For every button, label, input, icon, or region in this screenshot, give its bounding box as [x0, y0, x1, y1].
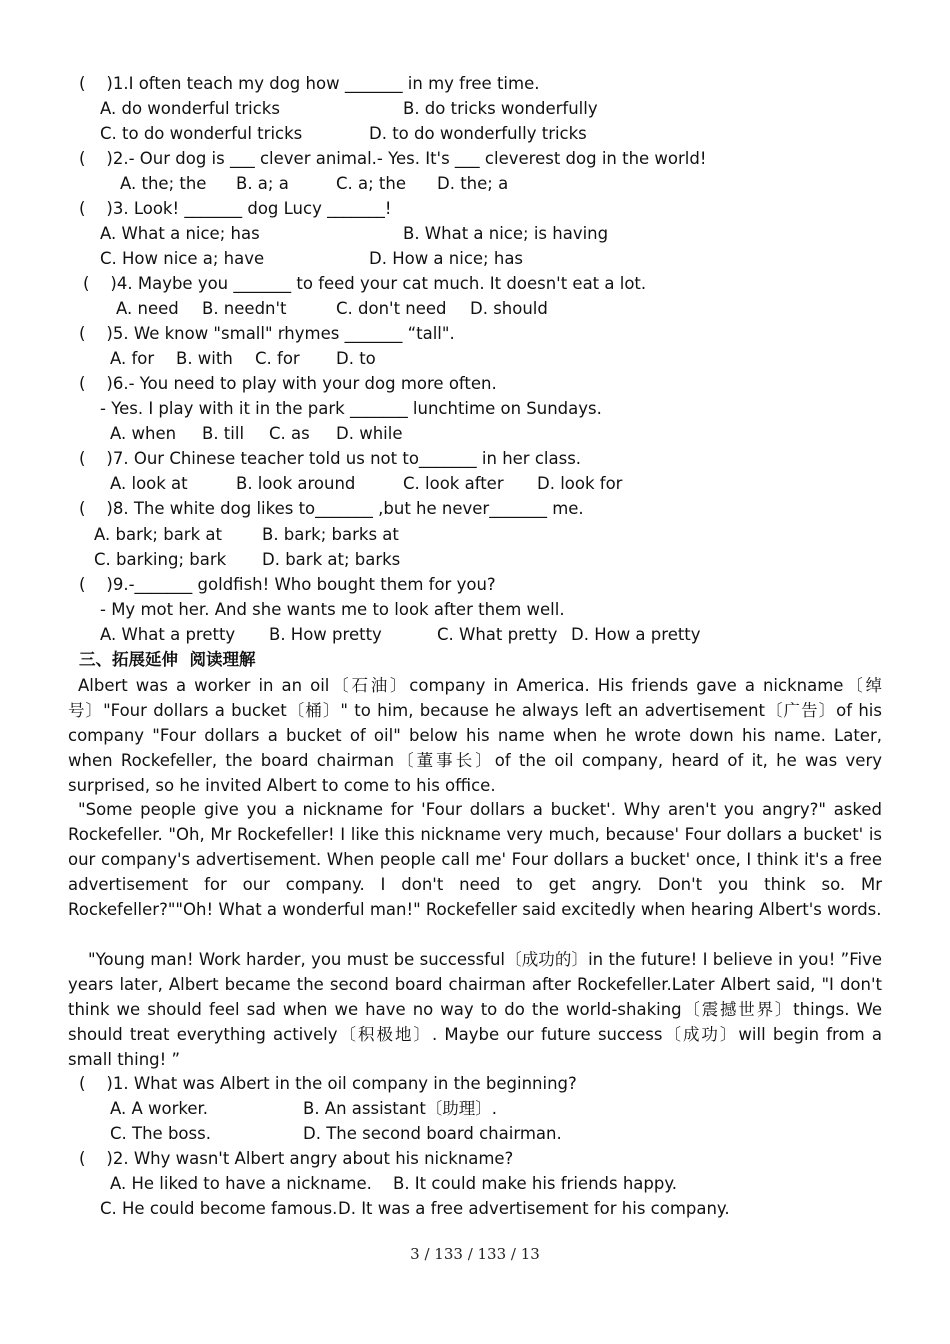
q5-option-d: D. to: [336, 349, 376, 368]
passage-paragraph-2: "Some people give you a nickname for 'Four dollars a bucket'. Why aren't you angry?" asked Rockefeller. "Oh, Mr Rockefeller! I like this nickname very much, because' Four dollars a bucket' is our company's advertisement. When people call me' Four dollars a bucket' once, I think it's a free advertisement for our company. I don't need to get angry. Don't you think so. Mr Rockefeller?""Oh! What a wonderful man!" Rockefeller said excitedly when hearing Albert's words.: [68, 800, 882, 919]
rq2-option-c: C. He could become famous.: [100, 1199, 338, 1218]
question-9-reply: - My mot her. And she wants me to look after them well.: [100, 600, 565, 619]
question-3: ( )3. Look! _______ dog Lucy _______!: [79, 199, 392, 218]
question-6: ( )6.- You need to play with your dog more often.: [79, 374, 497, 393]
reading-question-2: ( )2. Why wasn't Albert angry about his nickname?: [79, 1149, 514, 1168]
q9-option-a: A. What a pretty: [100, 625, 236, 644]
q6-option-b: B. till: [202, 424, 245, 443]
q2-option-c: C. a; the: [336, 174, 407, 193]
q8-option-b: B. bark; barks at: [262, 525, 399, 544]
q6-option-a: A. when: [110, 424, 177, 443]
question-2: ( )2.- Our dog is ___ clever animal.- Yes. It's ___ cleverest dog in the world!: [79, 149, 707, 168]
q6-option-c: C. as: [269, 424, 310, 443]
rq1-option-c: C. The boss.: [110, 1124, 211, 1143]
q5-option-c: C. for: [255, 349, 300, 368]
q7-option-d: D. look for: [537, 474, 623, 493]
q1-option-d: D. to do wonderfully tricks: [369, 124, 587, 143]
q4-option-b: B. needn't: [202, 299, 287, 318]
rq2-option-d: D. It was a free advertisement for his company.: [338, 1199, 730, 1218]
q2-option-d: D. the; a: [437, 174, 509, 193]
question-1: ( )1.I often teach my dog how _______ in my free time.: [79, 74, 540, 93]
rq1-option-b: B. An assistant〔助理〕.: [303, 1099, 498, 1118]
section-heading: 三、拓展延伸 阅读理解: [79, 650, 256, 669]
q5-option-a: A. for: [110, 349, 155, 368]
rq2-option-a: A. He liked to have a nickname.: [110, 1174, 372, 1193]
q7-option-a: A. look at: [110, 474, 188, 493]
question-5: ( )5. We know "small" rhymes _______ “tall".: [79, 324, 455, 343]
q3-option-b: B. What a nice; is having: [403, 224, 609, 243]
q1-option-c: C. to do wonderful tricks: [100, 124, 303, 143]
q2-option-a: A. the; the: [120, 174, 207, 193]
q7-option-b: B. look around: [236, 474, 356, 493]
rq1-option-d: D. The second board chairman.: [303, 1124, 562, 1143]
q9-option-d: D. How a pretty: [571, 625, 701, 644]
question-9: ( )9.-_______ goldfish! Who bought them for you?: [79, 575, 496, 594]
page-footer: 3 / 133 / 133 / 13: [410, 1245, 540, 1263]
q2-option-b: B. a; a: [236, 174, 289, 193]
question-7: ( )7. Our Chinese teacher told us not to_______ in her class.: [79, 449, 582, 468]
q8-option-a: A. bark; bark at: [94, 525, 222, 544]
q3-option-a: A. What a nice; has: [100, 224, 260, 243]
rq2-option-b: B. It could make his friends happy.: [393, 1174, 678, 1193]
rq1-option-a: A. A worker.: [110, 1099, 209, 1118]
question-4: ( )4. Maybe you _______ to feed your cat much. It doesn't eat a lot.: [83, 274, 647, 293]
passage-paragraph-3: "Young man! Work harder, you must be successful〔成功的〕in the future! I believe in you! ”Five years later, Albert became the second board chairman after Rockefeller.Later Albert said, "I don't think we should feel sad when we have no way to do the world-shaking〔震撼世界〕things. We should treat everything actively〔积极地〕. Maybe our future success〔成功〕will begin from a small thing! ”: [68, 950, 882, 1069]
q8-option-c: C. barking; bark: [94, 550, 227, 569]
q8-option-d: D. bark at; barks: [262, 550, 401, 569]
q3-option-c: C. How nice a; have: [100, 249, 265, 268]
q9-option-c: C. What pretty: [437, 625, 558, 644]
q4-option-a: A. need: [116, 299, 179, 318]
q4-option-c: C. don't need: [336, 299, 447, 318]
passage-paragraph-1: Albert was a worker in an oil〔石油〕company in America. His friends gave a nickname〔绰号〕"Four dollars a bucket〔桶〕" to him, because he always left an advertisement〔广告〕of his company "Four dollars a bucket of oil" below his name when he wrote down his name. Later, when Rockefeller, the board chairman〔董事长〕of the oil company, heard of it, he was very surprised, so he invited Albert to come to his office.: [68, 676, 882, 795]
q3-option-d: D. How a nice; has: [369, 249, 524, 268]
q5-option-b: B. with: [176, 349, 233, 368]
q9-option-b: B. How pretty: [269, 625, 382, 644]
q6-option-d: D. while: [336, 424, 403, 443]
question-6-reply: - Yes. I play with it in the park _______ lunchtime on Sundays.: [100, 399, 602, 418]
q4-option-d: D. should: [470, 299, 548, 318]
q7-option-c: C. look after: [403, 474, 504, 493]
reading-question-1: ( )1. What was Albert in the oil company in the beginning?: [79, 1074, 577, 1093]
q1-option-b: B. do tricks wonderfully: [403, 99, 598, 118]
q1-option-a: A. do wonderful tricks: [100, 99, 280, 118]
question-8: ( )8. The white dog likes to_______ ,but he never_______ me.: [79, 499, 584, 518]
